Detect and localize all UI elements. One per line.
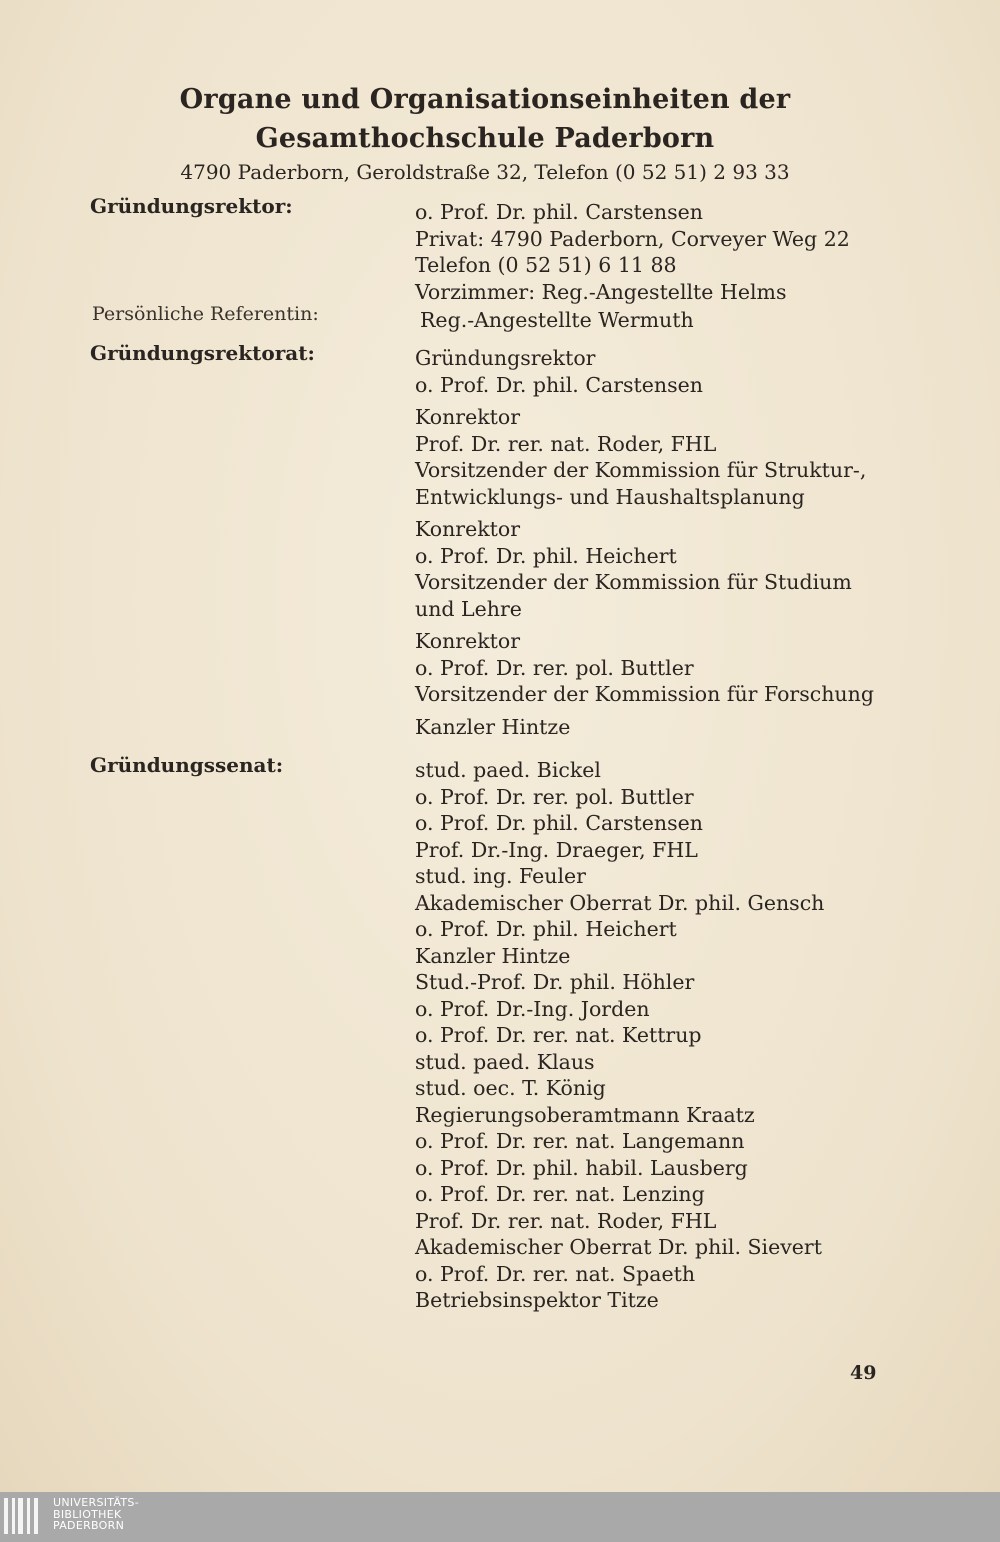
senat-member: o. Prof. Dr. rer. pol. Buttler (415, 784, 694, 809)
rektor-details (415, 199, 850, 305)
senat-member: stud. paed. Bickel (415, 758, 601, 782)
rektorat-line: und Lehre (415, 596, 522, 621)
rektorat-line: Vorsitzender der Kommission für Forschung (415, 682, 874, 706)
library-name-line: PADERBORN (53, 1519, 125, 1532)
page-number: 49 (850, 1362, 877, 1384)
rektorat-line: Entwicklungs- und Haushaltsplanung (415, 484, 805, 509)
rektorat-line: Konrektor (415, 405, 521, 429)
senat-member: stud. oec. T. König (415, 1076, 606, 1100)
rektorat-line: o. Prof. Dr. phil. Carstensen (415, 372, 703, 397)
rektorat-label: Gründungsrektorat: (90, 341, 315, 365)
rektorat-line: o. Prof. Dr. phil. Heichert (415, 543, 677, 568)
senat-member: Betriebsinspektor Titze (415, 1288, 659, 1312)
rektorat-line: Konrektor (415, 629, 521, 653)
senat-label: Gründungssenat: (90, 753, 284, 777)
senat-member: Kanzler Hintze (415, 943, 571, 968)
title-line-2: Gesamthochschule Paderborn (255, 123, 715, 154)
senat-member: Regierungsoberamtmann Kraatz (415, 1102, 755, 1127)
library-name (53, 1497, 139, 1532)
senat-member: o. Prof. Dr. phil. Heichert (415, 917, 677, 941)
referentin-label: Persönliche Referentin: (92, 303, 319, 325)
rektorat-line: Gründungsrektor (415, 346, 596, 370)
senat-member: Stud.-Prof. Dr. phil. Höhler (415, 970, 695, 994)
library-name-line: BIBLIOTHEK (53, 1507, 122, 1521)
senat-member: Akademischer Oberrat Dr. phil. Gensch (415, 890, 825, 915)
rektorat-line: Kanzler Hintze (415, 714, 571, 739)
rektorat-line: o. Prof. Dr. rer. pol. Buttler (415, 655, 694, 680)
rektorat-list (415, 345, 874, 740)
library-logo-icon (4, 1498, 42, 1534)
senat-member: o. Prof. Dr. rer. nat. Kettrup (415, 1023, 702, 1047)
senat-member: Akademischer Oberrat Dr. phil. Sievert (415, 1235, 822, 1259)
rektor-line: Telefon (0 52 51) 6 11 88 (415, 253, 677, 277)
senat-member: Prof. Dr.-Ing. Draeger, FHL (415, 837, 698, 862)
senat-member: Prof. Dr. rer. nat. Roder, FHL (415, 1208, 717, 1233)
referentin-value-block (420, 307, 694, 334)
rektor-line: o. Prof. Dr. phil. Carstensen (415, 200, 703, 224)
rektorat-line: Prof. Dr. rer. nat. Roder, FHL (415, 431, 717, 456)
senat-member: o. Prof. Dr. phil. habil. Lausberg (415, 1155, 748, 1180)
address-line: 4790 Paderborn, Geroldstraße 32, Telefon (0 52 51) 2 93 33 (180, 160, 790, 184)
rektorat-line: Konrektor (415, 517, 521, 541)
senat-member: o. Prof. Dr. rer. nat. Spaeth (415, 1261, 696, 1286)
senat-member: stud. paed. Klaus (415, 1049, 595, 1074)
senat-member: o. Prof. Dr. phil. Carstensen (415, 811, 703, 835)
library-footer (0, 1492, 1000, 1542)
rektor-label: Gründungsrektor: (90, 194, 293, 218)
referentin-value: Reg.-Angestellte Wermuth (420, 308, 694, 332)
rektorat-line: Vorsitzender der Kommission für Struktur-, (415, 458, 867, 482)
rektor-line: Privat: 4790 Paderborn, Corveyer Weg 22 (415, 226, 850, 251)
senat-list (415, 757, 824, 1314)
library-name-line: UNIVERSITÄTS- (53, 1496, 139, 1509)
rektorat-line: Vorsitzender der Kommission für Studium (415, 570, 852, 594)
senat-member: stud. ing. Feuler (415, 864, 586, 888)
senat-member: o. Prof. Dr.-Ing. Jorden (415, 996, 650, 1021)
rektor-line: Vorzimmer: Reg.-Angestellte Helms (415, 279, 787, 304)
senat-member: o. Prof. Dr. rer. nat. Langemann (415, 1129, 745, 1153)
title-line-1: Organe und Organisationseinheiten der (179, 84, 791, 115)
senat-member: o. Prof. Dr. rer. nat. Lenzing (415, 1182, 705, 1206)
